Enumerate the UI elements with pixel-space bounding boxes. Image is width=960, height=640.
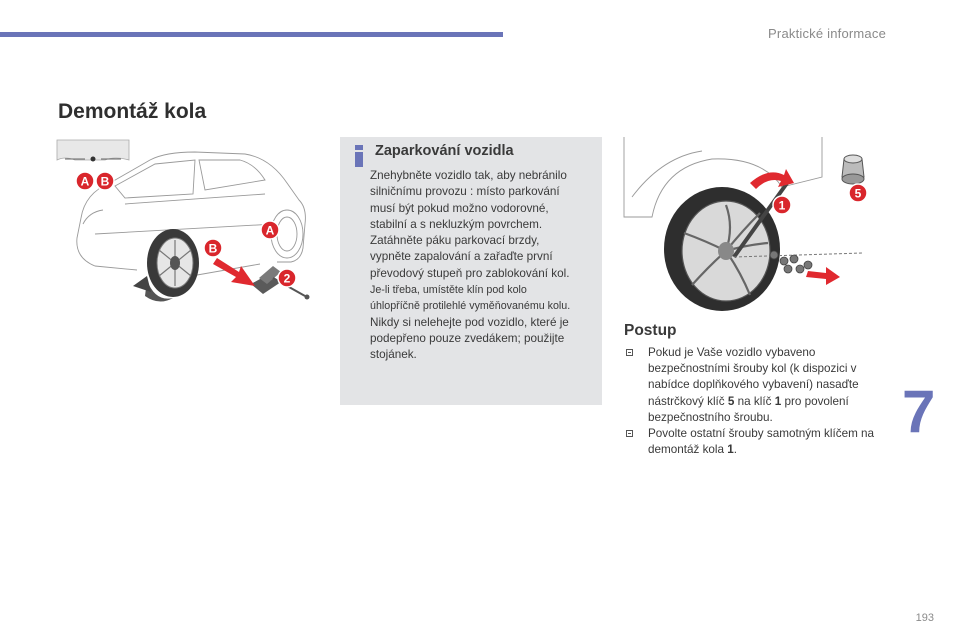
procedure-list	[624, 345, 894, 458]
remove-arrow-icon	[806, 267, 840, 285]
info-line: vypněte zapalování a zařaďte první	[370, 250, 553, 264]
badge-1-label: 1	[778, 198, 786, 213]
badge-a-right-label: A	[265, 223, 275, 238]
info-line: stojánek.	[370, 348, 417, 362]
procedure-step: Povolte ostatní šrouby samotným klíčem na demontáž kola 1.	[624, 426, 894, 458]
info-box	[340, 137, 602, 405]
wheel-bolts-illustration	[622, 137, 870, 312]
badge-a-left	[76, 172, 94, 190]
sill-inset	[57, 140, 129, 162]
badge-b-left-label: B	[100, 174, 110, 189]
badge-1	[773, 196, 791, 214]
header-accent-bar	[0, 32, 503, 37]
info-line: Nikdy si nelehejte pod vozidlo, které je	[370, 315, 569, 329]
badge-5	[849, 184, 867, 202]
info-line: Znehybněte vozidlo tak, aby nebránilo	[370, 169, 567, 182]
info-text	[370, 168, 602, 364]
red-arrow-icon	[213, 258, 255, 286]
badge-a-left-label: A	[80, 174, 90, 189]
info-line: stabilní a s nekluzkým povrchem.	[370, 217, 543, 231]
info-line: podepřeno pouze zvedákem; použijte	[370, 331, 565, 345]
procedure-step: Pokud je Vaše vozidlo vybaveno bezpečnostními šrouby kol (k dispozici v nabídce doplňkového vybavení) nasaďte nástrčkový klíč 5 na klíč 1 pro povolení bezpečnostního šroubu.	[624, 345, 894, 426]
badge-5-label: 5	[854, 186, 862, 201]
car-jack-illustration	[55, 138, 317, 316]
tire	[664, 187, 780, 311]
header-section-title: Praktické informace	[768, 26, 886, 41]
procedure-title: Postup	[624, 322, 677, 339]
badge-2	[278, 269, 296, 287]
info-line: musí být pokud možno vodorovné,	[370, 201, 549, 215]
checkbox-bullet-icon	[626, 430, 633, 437]
info-line: převodový stupeň pro zablokování kol.	[370, 266, 570, 280]
badge-b-right-label: B	[208, 241, 218, 256]
badge-b-left	[96, 172, 114, 190]
badge-2-label: 2	[283, 271, 291, 286]
info-icon	[352, 145, 366, 167]
info-line: úhlopříčně protilehlé vyměňovanému kolu.	[370, 300, 571, 313]
page-title: Demontáž kola	[58, 100, 207, 123]
checkbox-bullet-icon	[626, 349, 633, 356]
wheel-chock	[133, 276, 151, 292]
badge-b-right	[204, 239, 222, 257]
info-line: Zatáhněte páku parkovací brzdy,	[370, 234, 540, 248]
info-line: silničnímu provozu : místo parkování	[370, 185, 560, 199]
info-title: Zaparkování vozidla	[375, 143, 514, 159]
rear-wheel	[145, 229, 199, 302]
security-socket	[842, 155, 864, 184]
badge-a-right	[261, 221, 279, 239]
info-line: Je-li třeba, umístěte klín pod kolo	[370, 284, 527, 297]
page-number: 193	[915, 612, 934, 624]
chapter-number: 7	[902, 378, 936, 445]
